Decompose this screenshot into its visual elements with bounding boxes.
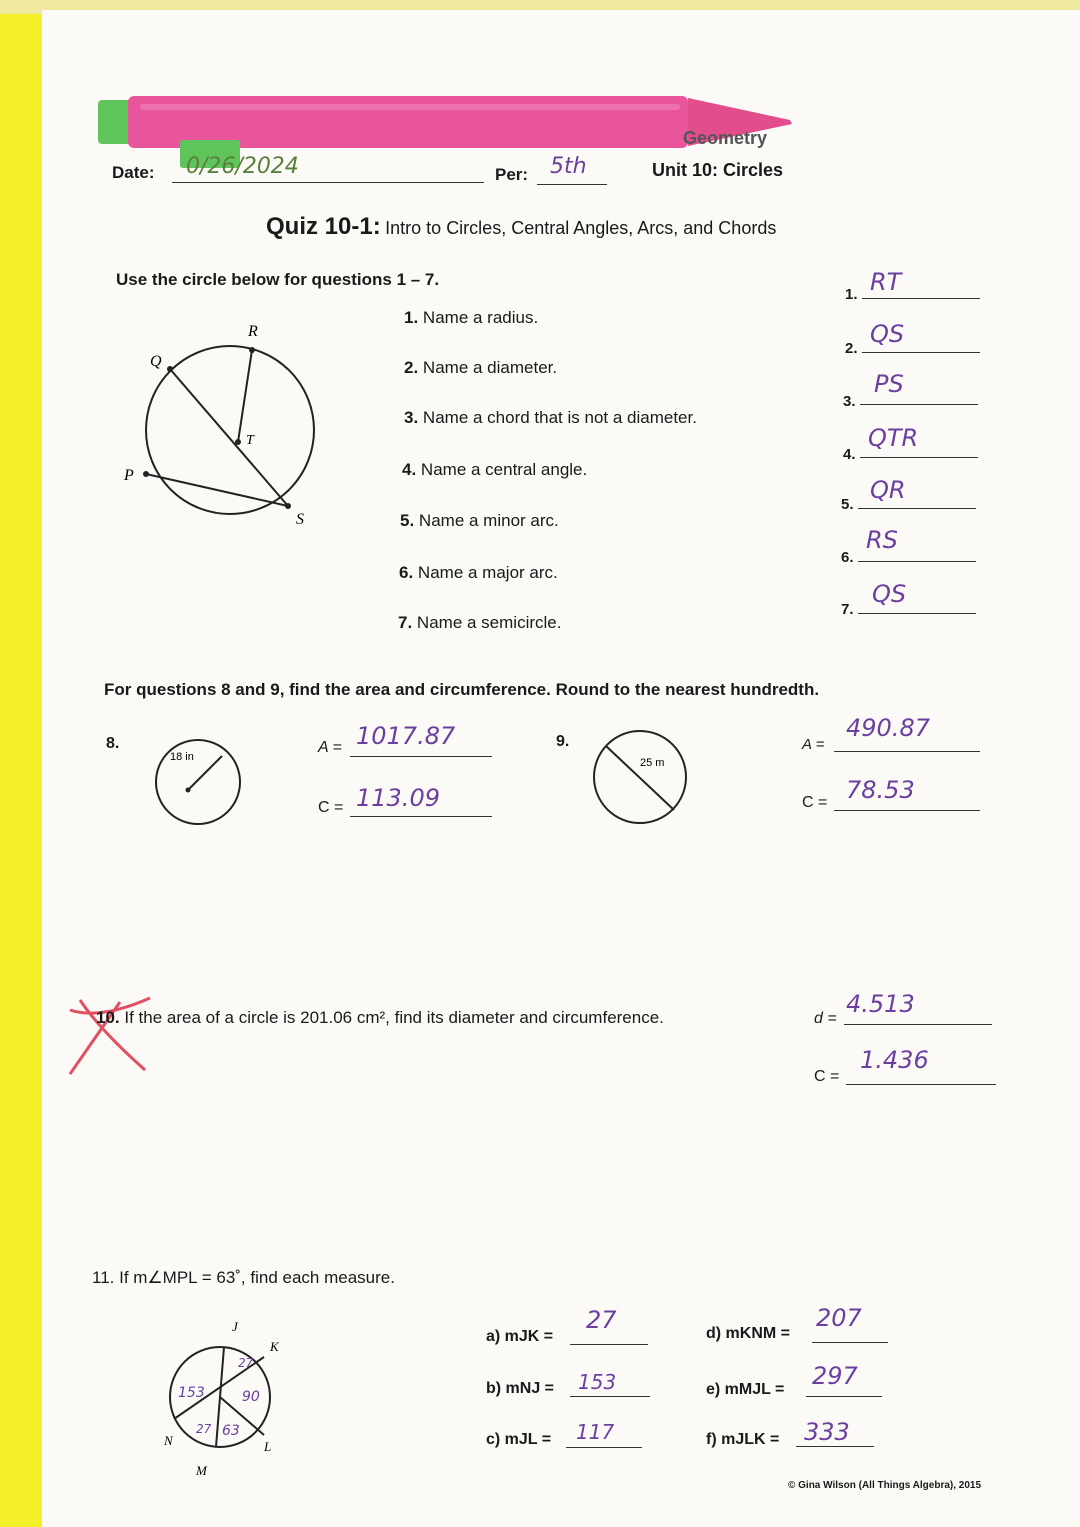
question-11: 11. If m∠MPL = 63˚, find each measure. — [92, 1268, 395, 1287]
answer-num-4: 4. — [843, 446, 856, 463]
answer-line-6 — [858, 561, 976, 562]
answer-3: PS — [874, 370, 904, 398]
q9-area-value: 490.87 — [846, 714, 930, 742]
question-1: 1. Name a radius. — [404, 308, 539, 327]
answer-line-7 — [858, 613, 976, 614]
q10-c-label: C = — [814, 1068, 840, 1085]
q11-fig-value-1: 153 — [178, 1385, 205, 1401]
per-value: 5th — [550, 154, 587, 179]
answer-4: QTR — [868, 424, 919, 452]
answer-line-2 — [862, 352, 980, 353]
question-4: 4. Name a central angle. — [402, 460, 588, 479]
q10-d-value: 4.513 — [846, 990, 915, 1018]
answer-num-3: 3. — [843, 393, 856, 410]
q9-circ-label: C = — [802, 794, 828, 811]
q11d-value: 207 — [816, 1304, 862, 1332]
q10-d-label: d = — [814, 1010, 837, 1027]
q11e-label: e) mMJL = — [706, 1381, 785, 1398]
q11b-label: b) mNJ = — [486, 1380, 555, 1397]
answer-num-1: 1. — [845, 286, 858, 303]
q11-fig-value-5: 63 — [222, 1423, 240, 1439]
q11b-value: 153 — [578, 1370, 617, 1394]
date-label: Date: — [112, 163, 155, 182]
unit-title — [652, 160, 783, 181]
q11-fig-value-3: 90 — [242, 1389, 260, 1405]
question-3: 3. Name a chord that is not a diameter. — [404, 408, 697, 427]
q8-area-label: A = — [318, 739, 342, 756]
q11-point-n: N — [164, 1433, 173, 1448]
answer-num-7: 7. — [841, 601, 854, 618]
q8-circ-label: C = — [318, 799, 344, 816]
date-line — [172, 182, 484, 183]
answer-1: RT — [870, 268, 902, 296]
q11b-line — [570, 1396, 650, 1397]
answer-2: QS — [870, 320, 905, 348]
answer-6: RS — [866, 526, 898, 554]
q10-d-line — [844, 1024, 992, 1025]
q11-point-m: M — [196, 1463, 207, 1478]
question-7: 7. Name a semicircle. — [398, 613, 562, 632]
point-label-r: R — [248, 323, 258, 340]
answer-line-5 — [858, 508, 976, 509]
q11d-line — [812, 1342, 888, 1343]
q11c-value: 117 — [576, 1420, 615, 1444]
q8-area-line — [350, 756, 492, 757]
q8-circ-value: 113.09 — [356, 784, 440, 812]
q11d-label: d) mKNM = — [706, 1325, 790, 1342]
date-value: 0/26/2024 — [186, 154, 299, 179]
q11e-value: 297 — [812, 1362, 858, 1390]
circle-diagram-1 — [110, 310, 340, 540]
q9-diameter-label: 25 m — [640, 757, 665, 769]
q11-point-j: J — [232, 1319, 238, 1334]
q10-text: If the area of a circle is 201.06 cm², find its diameter and circumference. — [124, 1008, 664, 1027]
quiz-title — [266, 213, 776, 241]
per-line — [537, 184, 607, 185]
copyright-footer: © Gina Wilson (All Things Algebra), 2015 — [788, 1480, 982, 1491]
q11-fig-value-4: 27 — [196, 1422, 212, 1436]
q11a-line — [570, 1344, 648, 1345]
point-label-t: T — [246, 433, 254, 448]
question-2: 2. Name a diameter. — [404, 358, 558, 377]
q8-radius-label: 18 in — [170, 751, 194, 763]
quiz-title-main: Quiz 10-1: — [266, 213, 381, 240]
point-label-s: S — [296, 511, 304, 528]
q8-circ-line — [350, 816, 492, 817]
answer-num-5: 5. — [841, 496, 854, 513]
q11f-value: 333 — [804, 1418, 850, 1446]
point-label-q: Q — [150, 353, 162, 370]
answer-5: QR — [870, 476, 906, 504]
answer-num-2: 2. — [845, 340, 858, 357]
unit-label: Unit 10: Circles — [652, 160, 784, 180]
question-5: 5. Name a minor arc. — [400, 511, 559, 530]
question-6: 6. Name a major arc. — [399, 563, 558, 582]
q9-circ-value: 78.53 — [846, 776, 915, 804]
q11a-label: a) mJK = — [486, 1328, 554, 1345]
section1-instruction: Use the circle below for questions 1 – 7. — [116, 270, 440, 289]
quiz-title-sub: Intro to Circles, Central Angles, Arcs, and Chords — [385, 218, 777, 238]
q11-circle-figure — [160, 1315, 300, 1485]
subject-text: Geometry — [683, 128, 768, 148]
q11f-label: f) mJLK = — [706, 1431, 780, 1448]
q10-c-line — [846, 1084, 996, 1085]
q10-c-value: 1.436 — [860, 1046, 929, 1074]
q11a-value: 27 — [586, 1306, 617, 1334]
yellow-folder-edge — [0, 0, 42, 1527]
answer-line-1 — [862, 298, 980, 299]
q11-fig-value-2: 27 — [238, 1356, 254, 1370]
q9-circle-figure — [588, 722, 698, 832]
per-label: Per: — [495, 165, 529, 184]
q8-circle-figure — [150, 730, 250, 830]
q9-area-label: A = — [802, 736, 825, 753]
q11-point-l: L — [264, 1439, 272, 1454]
answer-num-6: 6. — [841, 549, 854, 566]
q11c-label: c) mJL = — [486, 1431, 552, 1448]
wrong-mark-icon — [60, 990, 160, 1080]
section2-instruction: For questions 8 and 9, find the area and circumference. Round to the nearest hundredth. — [104, 680, 820, 699]
q8-area-value: 1017.87 — [356, 722, 456, 750]
point-label-p: P — [124, 467, 134, 484]
q11e-line — [806, 1396, 882, 1397]
q11-point-k: K — [270, 1339, 279, 1354]
answer-line-4 — [860, 457, 978, 458]
q11f-line — [796, 1446, 874, 1447]
q9-circ-line — [834, 810, 980, 811]
q9-number: 9. — [556, 733, 570, 750]
q10-number: 10. — [96, 1008, 120, 1027]
answer-line-3 — [860, 404, 978, 405]
answer-7: QS — [872, 580, 907, 608]
question-10 — [96, 1008, 664, 1028]
q11c-line — [566, 1447, 642, 1448]
q9-area-line — [834, 751, 980, 752]
q8-number: 8. — [106, 735, 120, 752]
